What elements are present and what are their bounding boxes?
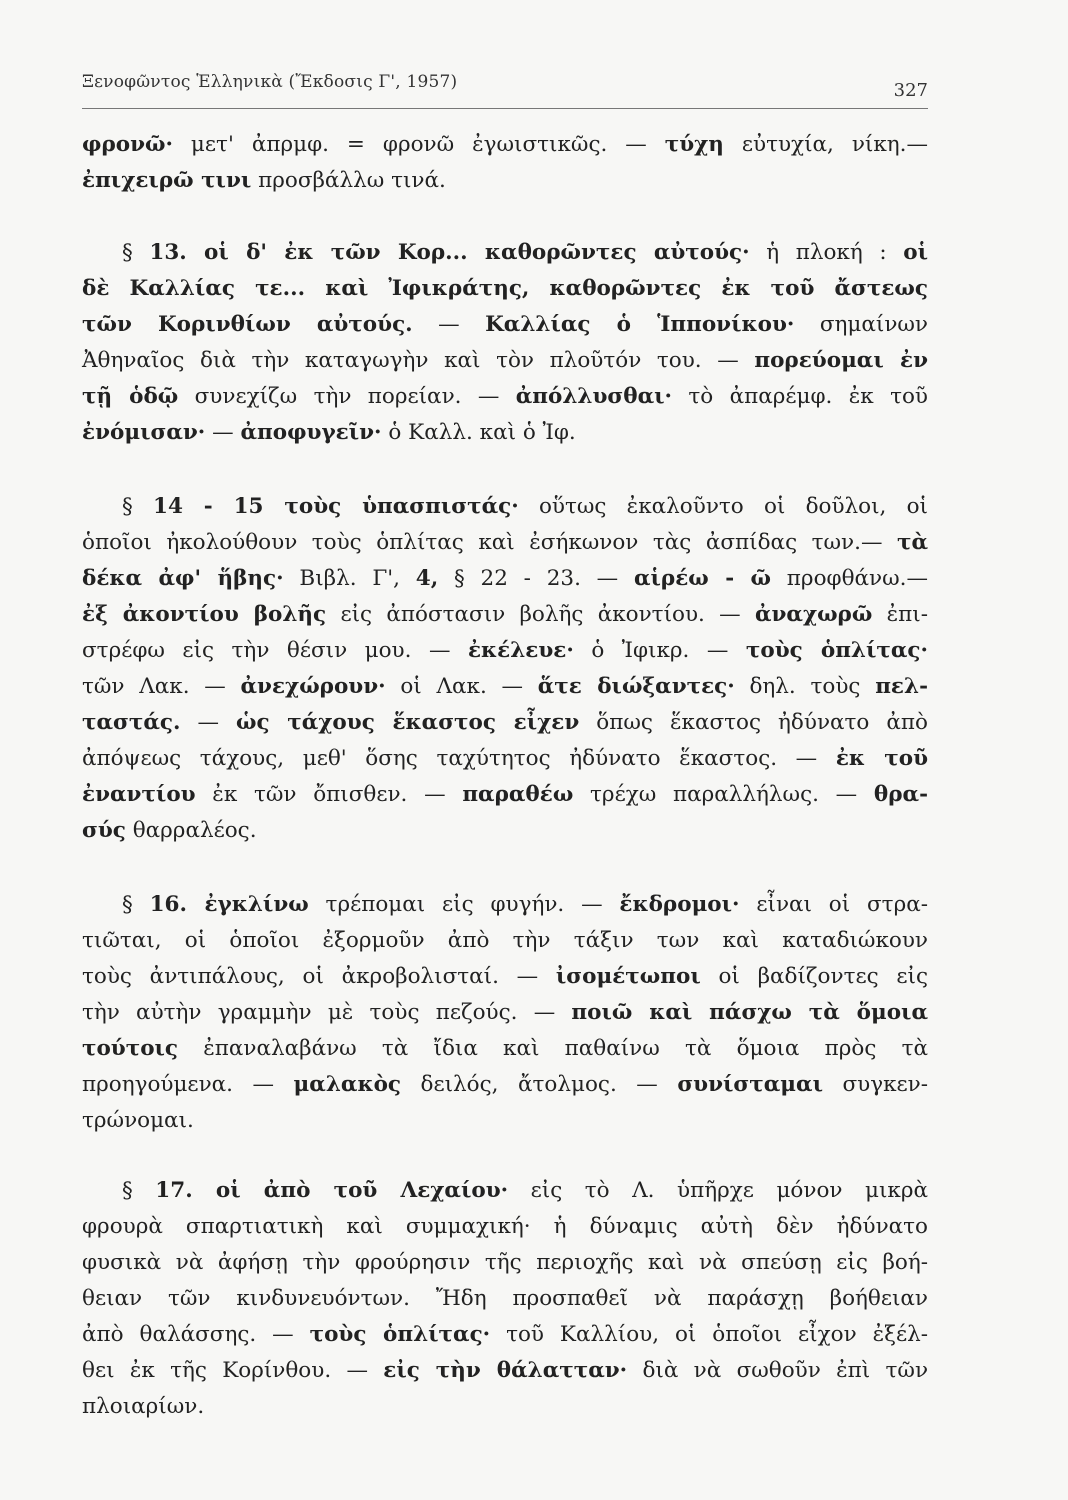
gloss-text: θαρραλέος. <box>125 818 257 843</box>
gloss-text: οἱ Λακ. — <box>385 674 538 699</box>
gloss-text: διὰ νὰ σωθοῦν ἐπὶ τῶν <box>627 1358 929 1383</box>
lemma-term: τοὺς ὁπλίτας· <box>745 638 928 663</box>
lemma-term: πορεύομαι ἐν <box>754 348 928 373</box>
gloss-text: § <box>122 240 150 265</box>
text-line <box>82 814 928 848</box>
lemma-term: ταστάς. <box>82 710 181 735</box>
text-line <box>82 960 928 994</box>
lemma-term: τὰ <box>896 530 928 555</box>
gloss-text: — <box>180 710 237 735</box>
gloss-text: τρώνομαι. <box>82 1108 194 1133</box>
gloss-text: οἱ βαδίζοντες εἰς <box>700 964 928 989</box>
text-line <box>82 344 928 378</box>
text-line <box>82 490 928 524</box>
lemma-term: ἐκ τοῦ <box>835 746 928 771</box>
gloss-text: ἀπὸ θαλάσσης. — <box>82 1322 310 1347</box>
lemma-term: ἀνεχώρουν· <box>240 674 386 699</box>
gloss-text: ἐπαναλαβάνω τὰ ἴδια καὶ παθαίνω τὰ ὅμοια πρὸς τὰ <box>178 1036 928 1061</box>
lemma-term: θρα- <box>873 782 929 807</box>
text-line <box>82 1318 928 1352</box>
text-line <box>82 236 928 270</box>
lemma-term: 13. οἱ δ' ἐκ τῶν Κορ... καθορῶντες αὐτούς· <box>149 240 750 265</box>
lemma-term: 4, <box>415 566 439 591</box>
gloss-text: τοῦ Καλλίου, οἱ ὁποῖοι εἶχον ἐξέλ- <box>490 1322 928 1347</box>
gloss-text: Βιβλ. Γ', <box>283 566 416 591</box>
lemma-term: φρονῶ· <box>82 132 173 157</box>
gloss-text: — <box>205 420 241 445</box>
text-line <box>82 1174 928 1208</box>
gloss-text: συγκεν- <box>822 1072 928 1097</box>
lemma-term: εἰς τὴν θάλατταν· <box>383 1358 628 1383</box>
lemma-term: ἀναχωρῶ <box>754 602 873 627</box>
gloss-text: εἰς ἀπόστασιν βολῆς ἀκοντίου. — <box>326 602 755 627</box>
gloss-text: εἶναι οἱ στρα- <box>739 892 928 917</box>
text-line <box>82 128 928 162</box>
text-line <box>82 1390 928 1424</box>
gloss-text: § <box>122 892 150 917</box>
gloss-text: εὐτυχία, νίκη.— <box>723 132 928 157</box>
gloss-text: — <box>412 312 486 337</box>
gloss-text: ὅπως ἕκαστος ἠδύνατο ἀπὸ <box>579 710 929 735</box>
gloss-text: Ἀθηναῖος διὰ τὴν καταγωγὴν καὶ τὸν πλοῦτόν του. — <box>82 348 755 373</box>
lemma-term: 14 - 15 τοὺς ὑπασπιστάς· <box>152 494 519 519</box>
text-line <box>82 1210 928 1244</box>
lemma-term: ἐνόμισαν· <box>82 420 206 445</box>
text-line <box>82 670 928 704</box>
gloss-text: συνεχίζω τὴν πορείαν. — <box>178 384 516 409</box>
lemma-term: συνίσταμαι <box>677 1072 823 1097</box>
text-line <box>82 1282 928 1316</box>
text-line <box>82 1354 928 1388</box>
gloss-text: τὸ ἀπαρέμφ. ἐκ τοῦ <box>672 384 928 409</box>
lemma-term: οἱ <box>903 240 928 265</box>
lemma-term: 17. οἱ ἀπὸ τοῦ Λεχαίου· <box>155 1178 509 1203</box>
gloss-text: δηλ. τοὺς <box>734 674 876 699</box>
text-line <box>82 634 928 668</box>
text-line <box>82 924 928 958</box>
lemma-term: σύς <box>82 818 126 843</box>
gloss-text: φρουρὰ σπαρτιατικὴ καὶ συμμαχική· ἡ δύναμις αὐτὴ δὲν ἠδύνατο <box>82 1214 928 1239</box>
gloss-text: θειαν τῶν κινδυνευόντων. Ἤδη προσπαθεῖ νὰ παράσχῃ βοήθειαν <box>82 1286 928 1311</box>
lemma-term: ἀποφυγεῖν· <box>240 420 382 445</box>
gloss-text: θει ἐκ τῆς Κορίνθου. — <box>82 1358 384 1383</box>
text-line <box>82 1246 928 1280</box>
gloss-text: φυσικὰ νὰ ἀφήσῃ τὴν φρούρησιν τῆς περιοχῆς καὶ νὰ σπεύσῃ εἰς βοή- <box>82 1250 928 1275</box>
text-line <box>82 598 928 632</box>
lemma-term: ὡς τάχους ἕκαστος εἶχεν <box>236 710 580 735</box>
text-line <box>82 1032 928 1066</box>
gloss-text: ἐκ τῶν ὄπισθεν. — <box>195 782 463 807</box>
gloss-text: δειλός, ἄτολμος. — <box>401 1072 678 1097</box>
gloss-text: § 22 - 23. — <box>438 566 634 591</box>
gloss-text: τοὺς ἀντιπάλους, οἱ ἀκροβολισταί. — <box>82 964 556 989</box>
lemma-term: παραθέω <box>462 782 574 807</box>
page-number: 327 <box>893 80 928 101</box>
gloss-text: § <box>122 494 153 519</box>
lemma-term: δέκα ἀφ' ἥβης· <box>82 566 284 591</box>
lemma-term: ἔκδρομοι· <box>619 892 740 917</box>
gloss-text: προσβάλλω τινά. <box>251 168 446 193</box>
gloss-text: τὴν αὐτὴν γραμμὴν μὲ τοὺς πεζούς. — <box>82 1000 572 1025</box>
gloss-text: εἰς τὸ Λ. ὑπῆρχε μόνον μικρὰ <box>508 1178 928 1203</box>
gloss-text: πλοιαρίων. <box>82 1394 205 1419</box>
lemma-term: ἐξ ἀκοντίου βολῆς <box>82 602 327 627</box>
header-rule <box>82 108 928 109</box>
lemma-term: πελ- <box>875 674 928 699</box>
text-line <box>82 706 928 740</box>
text-line <box>82 562 928 596</box>
text-line <box>82 380 928 414</box>
lemma-term: ἅτε διώξαντες· <box>537 674 735 699</box>
lemma-term: τοὺς ὁπλίτας· <box>309 1322 491 1347</box>
gloss-text: ὁ Καλλ. καὶ ὁ Ἰφ. <box>381 420 576 445</box>
lemma-term: τούτοις <box>82 1036 179 1061</box>
lemma-term: ἐναντίου <box>82 782 196 807</box>
gloss-text: § <box>122 1178 156 1203</box>
text-line <box>82 308 928 342</box>
gloss-text: τῶν Λακ. — <box>82 674 241 699</box>
gloss-text: τρέπομαι εἰς φυγήν. — <box>308 892 620 917</box>
text-line <box>82 742 928 776</box>
gloss-text: προηγούμενα. — <box>82 1072 294 1097</box>
lemma-term: ἐπιχειρῶ τινι <box>82 168 252 193</box>
text-line <box>82 1104 928 1138</box>
lemma-term: ἀπόλλυσθαι· <box>515 384 673 409</box>
lemma-term: αἱρέω - ῶ <box>633 566 772 591</box>
text-line <box>82 416 928 450</box>
lemma-term: Καλλίας ὁ Ἱππονίκου· <box>485 312 795 337</box>
text-line <box>82 272 928 306</box>
lemma-term: ἰσομέτωποι <box>555 964 701 989</box>
gloss-text: ὁποῖοι ἠκολούθουν τοὺς ὁπλίτας καὶ ἐσήκωνον τὰς ἀσπίδας των.— <box>82 530 897 555</box>
lemma-term: τύχη <box>664 132 724 157</box>
text-line <box>82 888 928 922</box>
gloss-text: προφθάνω.— <box>771 566 928 591</box>
text-line <box>82 996 928 1030</box>
text-line <box>82 164 928 198</box>
gloss-text: μετ' ἀπρμφ. = φρονῶ ἐγωιστικῶς. — <box>172 132 665 157</box>
lemma-term: τῶν Κορινθίων αὐτούς. <box>82 312 413 337</box>
gloss-text: ἡ πλοκή : <box>749 240 904 265</box>
lemma-term: 16. ἐγκλίνω <box>149 892 309 917</box>
page-header <box>82 72 928 102</box>
text-line <box>82 778 928 812</box>
lemma-term: ποιῶ καὶ πάσχω τὰ ὅμοια <box>571 1000 928 1025</box>
gloss-text: σημαίνων <box>794 312 928 337</box>
gloss-text: στρέφω εἰς τὴν θέσιν μου. — <box>82 638 468 663</box>
text-line <box>82 526 928 560</box>
gloss-text: τρέχω παραλλήλως. — <box>573 782 874 807</box>
gloss-text: ἐπι- <box>872 602 928 627</box>
running-title: Ξενοφῶντος Ἑλληνικὰ (Ἔκδοσις Γ', 1957) <box>82 72 458 92</box>
gloss-text: οὕτως ἐκαλοῦντο οἱ δοῦλοι, οἱ <box>518 494 928 519</box>
lemma-term: τῇ ὁδῷ <box>82 384 179 409</box>
lemma-term: ἐκέλευε· <box>467 638 574 663</box>
gloss-text: τιῶται, οἱ ὁποῖοι ἐξορμοῦν ἀπὸ τὴν τάξιν των καὶ καταδιώκουν <box>82 928 928 953</box>
lemma-term: δὲ Καλλίας τε... καὶ Ἰφικράτης, καθορῶντες ἐκ τοῦ ἄστεως <box>82 276 928 301</box>
gloss-text: ὁ Ἰφικρ. — <box>573 638 746 663</box>
lemma-term: μαλακὸς <box>293 1072 401 1097</box>
gloss-text: ἀπόψεως τάχους, μεθ' ὅσης ταχύτητος ἠδύνατο ἕκαστος. — <box>82 746 836 771</box>
text-line <box>82 1068 928 1102</box>
